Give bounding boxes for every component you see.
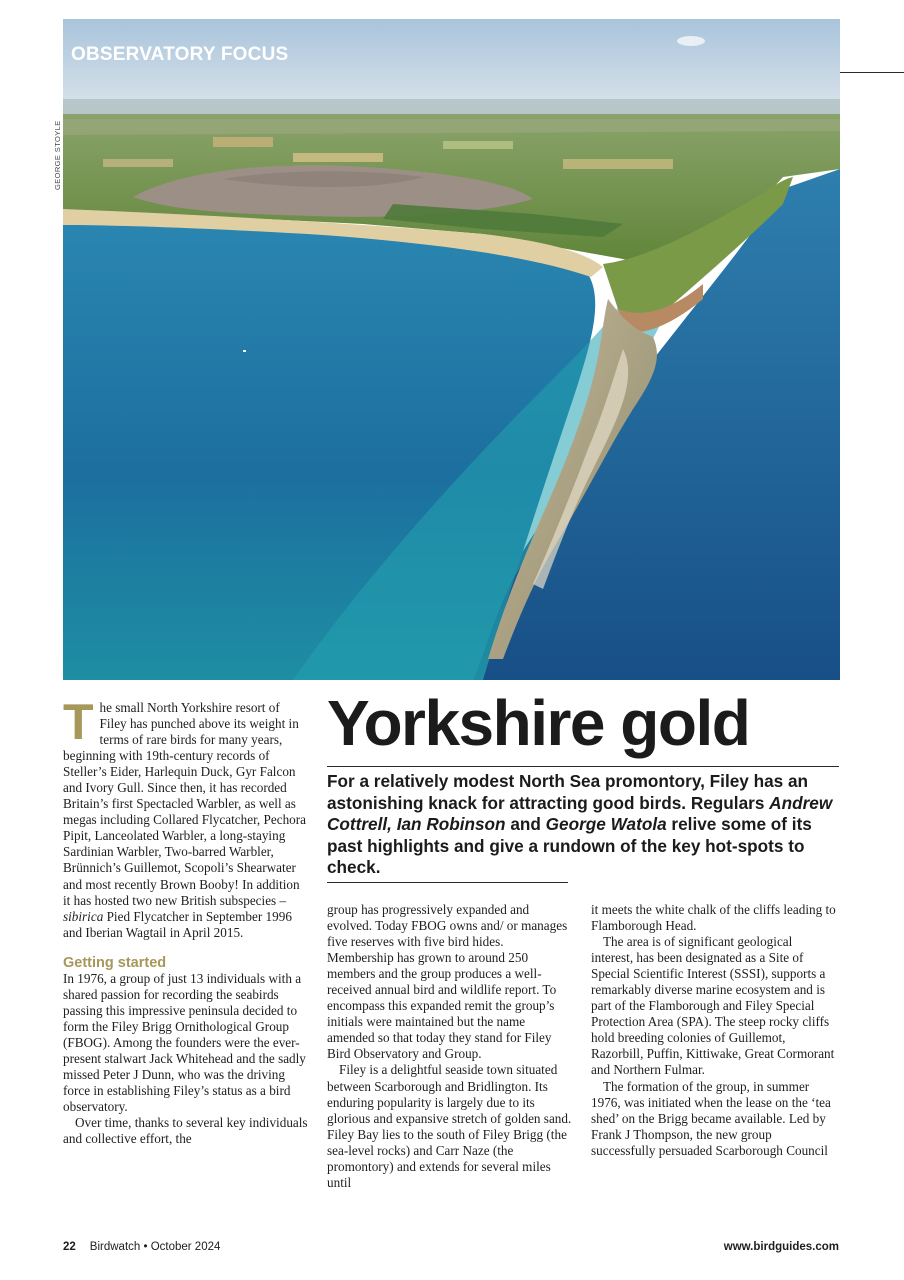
body-paragraph: Filey is a delightful seaside town situated between Scarborough and Bridlington. Its enduring popularity is largely due to its glorious and expansive stretch of golden sand. Filey Bay lies to the south of Filey Brigg (the sea-level rocks) and Carr Naze (the promontory) and extends for several miles until (327, 1062, 572, 1190)
body-paragraph: it meets the white chalk of the cliffs leading to Flamborough Head. (591, 902, 836, 934)
standfirst-authors-2: George Watola (545, 814, 667, 834)
column-3 (591, 902, 837, 1159)
body-paragraph: Over time, thanks to several key individuals and collective effort, the (63, 1115, 308, 1147)
website-url: www.birdguides.com (723, 1241, 839, 1253)
body-paragraph: The formation of the group, in summer 1976, was initiated when the lease on the ‘tea shed’ on the Brigg became available. Led by Frank J Thompson, the new group successfully persuaded Scarborough Council (591, 1078, 831, 1158)
header-rule (839, 72, 904, 73)
standfirst-tail: relive some of its past highlights and give a rundown of the key hot-spots to check. (327, 814, 812, 877)
photo-credit: GEORGE STOYLE (53, 120, 62, 190)
hero-photo (63, 19, 840, 680)
section-label: OBSERVATORY FOCUS (71, 44, 289, 65)
standfirst-and: and (505, 814, 546, 834)
standfirst (327, 771, 839, 879)
intro-text-b: Pied Flycatcher in September 1996 and Iberian Wagtail in April 2015. (63, 908, 292, 940)
standfirst-rule (327, 882, 568, 883)
drop-cap: T (63, 694, 94, 750)
intro-italic: sibirica (63, 908, 104, 924)
aerial-coast-illustration (63, 19, 840, 680)
column-2 (327, 902, 573, 1191)
body-paragraph: group has progressively expanded and evolved. Today FBOG owns and/ or manages five reserves with five bird hides. Membership has grown to around 250 members and the group produces a well-received annual bird and wildlife report. To encompass this expanded remit the group’s initials were maintained but the name amended so that today they stand for Filey Bird Observatory and Group. (327, 902, 568, 1062)
standfirst-lead: For a relatively modest North Sea promontory, Filey has an astonishing knack for attracting good birds. Regulars (327, 771, 809, 813)
article-title: Yorkshire gold (327, 687, 750, 759)
publication-info: Birdwatch • October 2024 (89, 1241, 221, 1253)
title-rule (327, 766, 839, 767)
intro-text-a: he small North Yorkshire resort of Filey has punched above its weight in terms of rare birds for many years, beginning with 19th-century records of Steller’s Eider, Harlequin Duck, Gyr Falcon and Ivory Gull. Since then, it has recorded Britain’s first Spectacled Warbler, as well as megas including Collared Flycatcher, Pechora Pipit, Lanceolated Warbler, a long-staying Sardinian Warbler, Two-barred Warbler, Brünnich’s Guillemot, Scopoli’s Shearwater and most recently Brown Booby! In addition it has hosted two new British subspecies – (63, 700, 306, 908)
subhead-getting-started: Getting started (63, 954, 167, 971)
page-number: 22 (63, 1241, 76, 1253)
body-paragraph: In 1976, a group of just 13 individuals with a shared passion for recording the seabirds passing this impressive peninsula decided to form the Filey Brigg Ornithological Group (FBOG). Among the founders were the ever-present stalwart Jack Whitehead and the sadly missed Peter J Dunn, who was the driving force in establishing Filey’s status as a bird observatory. (63, 970, 306, 1115)
intro-paragraph (63, 694, 309, 941)
body-paragraph: The area is of significant geological interest, has been designated as a Site of Special Scientific Interest (SSSI), supports a remarkably diverse marine ecosystem and is part of the Flamborough and Filey Special Protection Area (SPA). The steep rocky cliffs hold breeding colonies of Guillemot, Razorbill, Puffin, Kittiwake, Great Cormorant and Northern Fulmar. (591, 934, 835, 1078)
footer-left (63, 1241, 220, 1253)
column-1 (63, 694, 309, 1147)
standfirst-authors-1: Andrew Cottrell, Ian Robinson (327, 792, 833, 834)
